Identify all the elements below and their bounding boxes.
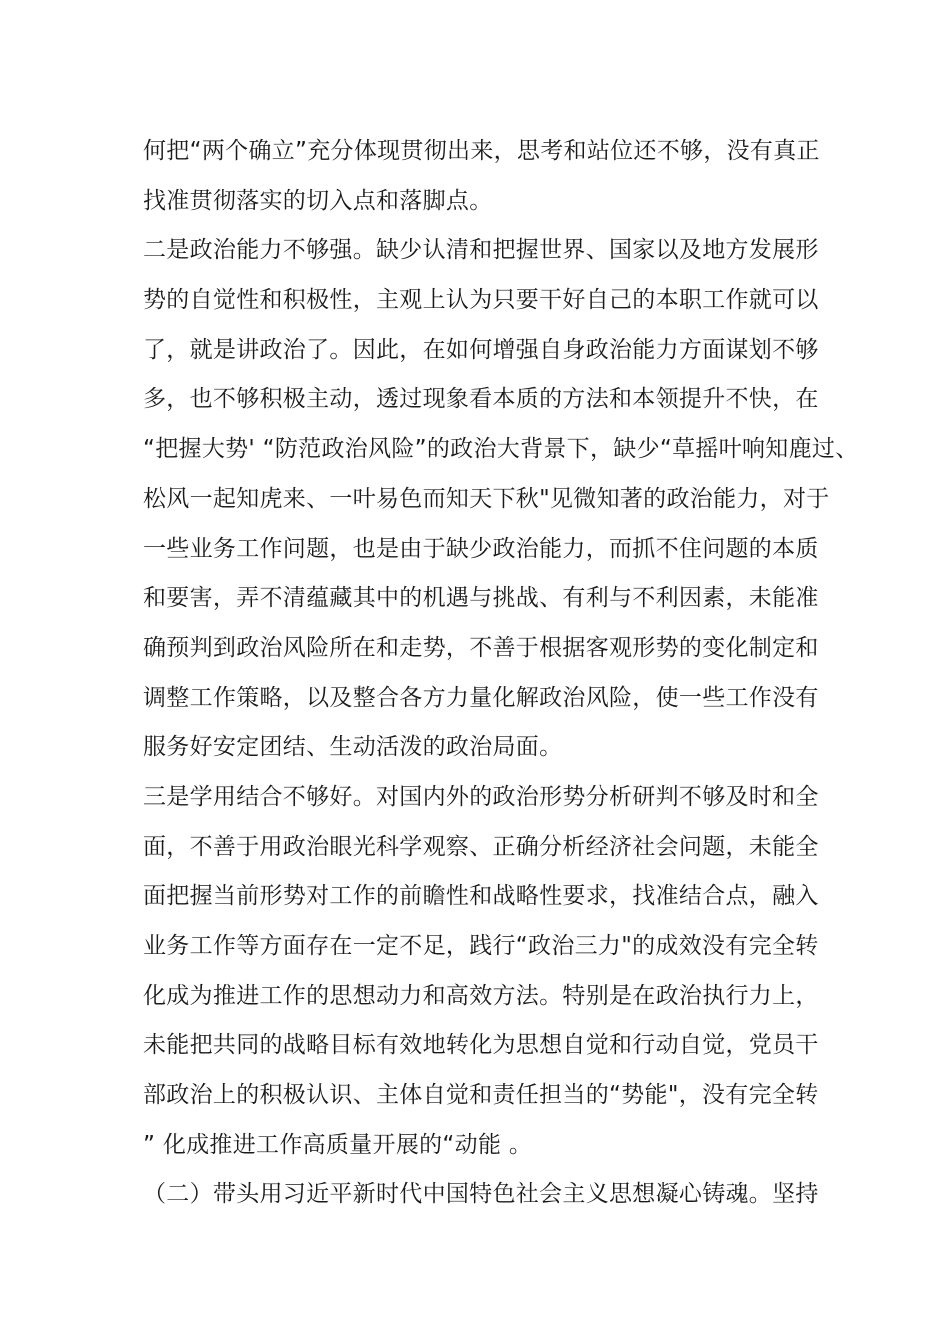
text-line: “把握大势' “防范政治风险”的政治大背景下，缺少“草摇叶响知鹿过、 [143, 436, 859, 463]
text-line: 部政治上的积极认识、主体自觉和责任担当的“势能"，没有完全转 [143, 1082, 819, 1109]
text-line: 服务好安定团结、生动活泼的政治局面。 [143, 734, 563, 761]
text-line: 二是政治能力不够强。缺少认清和把握世界、国家以及地方发展形 [143, 237, 819, 264]
section-heading-line: （二）带头用习近平新时代中国特色社会主义思想凝心铸魂。坚持 [143, 1181, 819, 1208]
text-line: 业务工作等方面存在一定不足，践行“政治三力"的成效没有完全转 [143, 933, 819, 959]
text-line: 势的自觉性和积极性，主观上认为只要干好自己的本职工作就可以 [143, 287, 819, 314]
text-line: 和要害，弄不清蕴藏其中的机遇与挑战、有利与不利因素，未能准 [143, 585, 819, 612]
text-line: ” 化成推进工作高质量开展的“动能 。 [143, 1131, 533, 1158]
text-line: 调整工作策略，以及整合各方力量化解政治风险，使一些工作没有 [143, 684, 819, 711]
text-line: 一些业务工作问题，也是由于缺少政治能力，而抓不住问题的本质 [143, 535, 819, 562]
text-line: 面，不善于用政治眼光科学观察、正确分析经济社会问题，未能全 [143, 833, 819, 860]
text-line: 确预判到政治风险所在和走势，不善于根据客观形势的变化制定和 [143, 634, 819, 661]
text-line: 了，就是讲政治了。因此，在如何增强自身政治能力方面谋划不够 [143, 336, 819, 363]
text-line: 松风一起知虎来、一叶易色而知天下秋"见微知著的政治能力，对于 [143, 485, 830, 512]
document-body [143, 127, 859, 1220]
text-line: 面把握当前形势对工作的前瞻性和战略性要求，找准结合点，融入 [143, 883, 819, 910]
text-line: 未能把共同的战略目标有效地转化为思想自觉和行动自觉，党员干 [143, 1032, 819, 1059]
text-line: 三是学用结合不够好。对国内外的政治形势分析研判不够及时和全 [143, 783, 819, 810]
text-line: 何把“两个确立”充分体现贯彻出来，思考和站位还不够，没有真正 [143, 138, 820, 164]
text-line: 找准贯彻落实的切入点和落脚点。 [143, 187, 493, 214]
text-line: 化成为推进工作的思想动力和高效方法。特别是在政治执行力上， [143, 982, 819, 1009]
text-line: 多，也不够积极主动，透过现象看本质的方法和本领提升不快，在 [143, 386, 819, 413]
